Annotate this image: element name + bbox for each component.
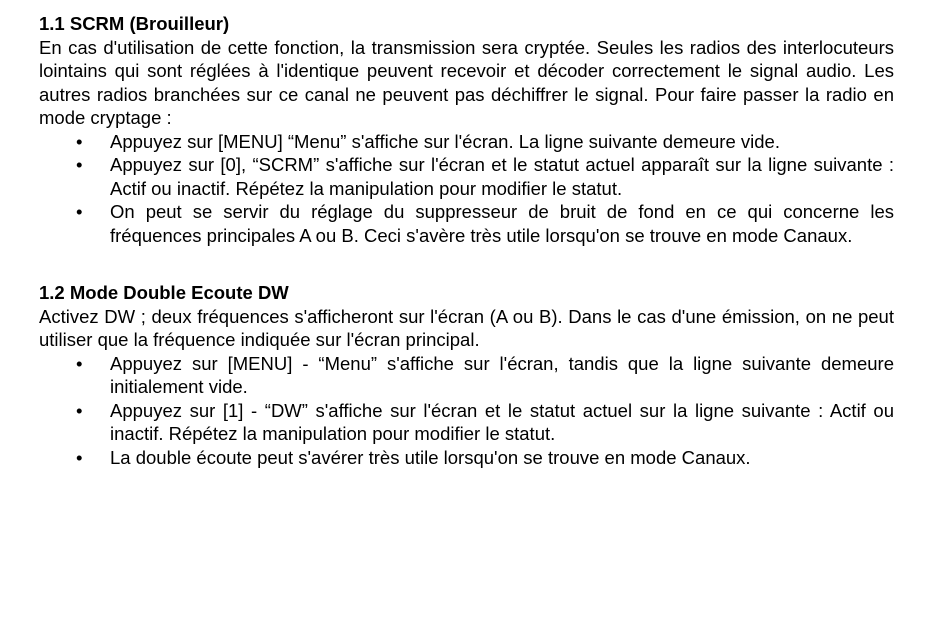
section-intro: En cas d'utilisation de cette fonction, la transmission sera cryptée. Seules les radios des interlocuteurs lointains qui sont réglées à l'identique peuvent recevoir et décoder correctement le signal audio. Les autres radios branchées sur ce canal ne peuvent pas déchiffrer le signal. Pour faire passer la radio en mode cryptage : bbox=[39, 36, 894, 128]
section-heading: 1.2 Mode Double Ecoute DW bbox=[39, 282, 289, 303]
list-item bbox=[39, 399, 894, 446]
list-item-text: Appuyez sur [1] - “DW” s'affiche sur l'écran et le statut actuel sur la ligne suivante : Actif ou inactif. Répétez la manipulation pour modifier le statut. bbox=[110, 399, 894, 444]
section-heading: 1.1 SCRM (Brouilleur) bbox=[39, 13, 230, 34]
list-item-text: La double écoute peut s'avérer très utile lorsqu'on se trouve en mode Canaux. bbox=[110, 446, 751, 468]
bullet-list bbox=[39, 352, 894, 470]
bullet-icon: • bbox=[76, 352, 83, 374]
list-item bbox=[39, 200, 894, 247]
section-intro: Activez DW ; deux fréquences s'afficheront sur l'écran (A ou B). Dans le cas d'une émission, on ne peut utiliser que la fréquence indiquée sur l'écran principal. bbox=[39, 305, 894, 350]
bullet-icon: • bbox=[76, 399, 83, 421]
section-dual-watch bbox=[39, 281, 894, 469]
bullet-icon: • bbox=[76, 446, 83, 468]
bullet-list bbox=[39, 130, 894, 248]
list-item-text: Appuyez sur [0], “SCRM” s'affiche sur l'écran et le statut actuel apparaît sur la ligne suivante : Actif ou inactif. Répétez la manipulation pour modifier le statut. bbox=[110, 154, 894, 199]
list-item-text: On peut se servir du réglage du suppresseur de bruit de fond en ce qui concerne les fréquences principales A ou B. Ceci s'avère très utile lorsqu'on se trouve en mode Canaux. bbox=[110, 201, 894, 246]
list-item bbox=[39, 130, 894, 154]
bullet-icon: • bbox=[76, 154, 83, 175]
list-item-text: Appuyez sur [MENU] - “Menu” s'affiche sur l'écran, tandis que la ligne suivante demeure initialement vide. bbox=[110, 352, 894, 397]
list-item bbox=[39, 153, 894, 200]
bullet-icon: • bbox=[76, 201, 83, 222]
list-item bbox=[39, 446, 894, 470]
bullet-icon: • bbox=[76, 130, 83, 152]
list-item bbox=[39, 352, 894, 399]
list-item-text: Appuyez sur [MENU] “Menu” s'affiche sur l'écran. La ligne suivante demeure vide. bbox=[110, 130, 780, 152]
section-scrm bbox=[39, 12, 894, 247]
